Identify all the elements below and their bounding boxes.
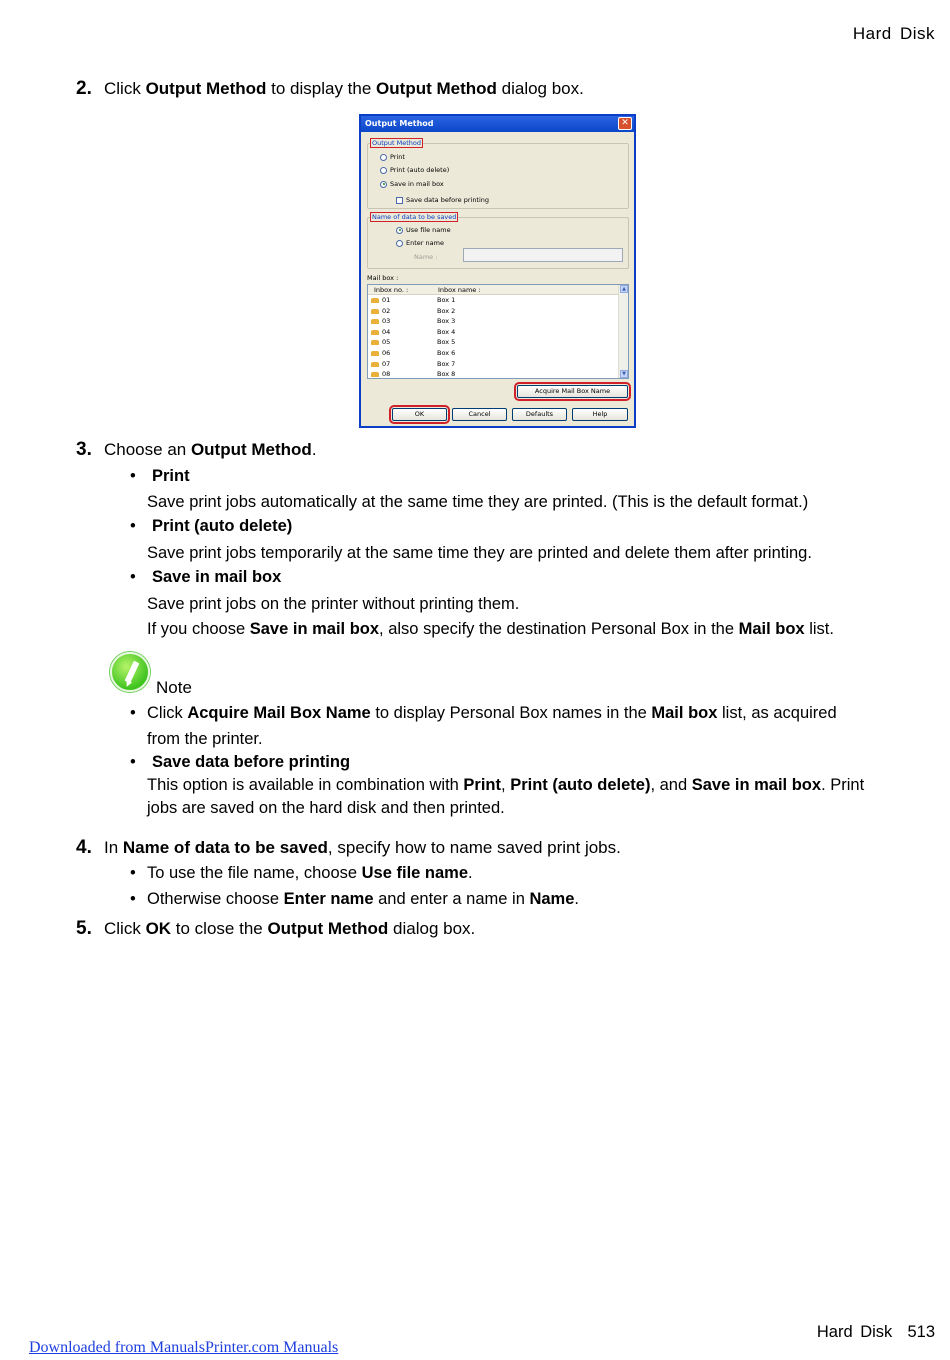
column-header-inbox-no[interactable]: Inbox no. : <box>374 286 409 294</box>
inbox-number: 08 <box>382 370 391 379</box>
bullet-icon: • <box>130 753 136 771</box>
item-description: Save print jobs on the printer without printing them. <box>147 595 520 613</box>
step-number: 4. <box>76 837 92 858</box>
checkbox-save-data-before-printing[interactable] <box>396 196 489 204</box>
mailbox-icon <box>371 309 379 314</box>
step-number: 2. <box>76 78 92 99</box>
note-label: Note <box>156 678 192 697</box>
table-row[interactable] <box>368 348 628 359</box>
radio-save-in-mail-box[interactable] <box>380 180 444 188</box>
radio-label: Save in mail box <box>390 180 444 188</box>
step-4 <box>76 837 621 859</box>
output-method-group-label: Output Method <box>372 139 422 147</box>
step-text: , specify how to name saved print jobs. <box>327 838 621 857</box>
step-text: dialog box. <box>388 919 476 938</box>
keyword: Save in mail box <box>691 776 822 794</box>
item-description: Save print jobs temporarily at the same time they are printed and delete them after printing. <box>147 544 812 562</box>
item-title: Save in mail box <box>152 568 282 586</box>
mailbox-icon <box>371 330 379 335</box>
acquire-mail-box-name-button[interactable]: Acquire Mail Box Name <box>517 385 628 398</box>
ok-button[interactable]: OK <box>392 408 447 421</box>
footer-section: Hard Disk <box>816 1323 893 1341</box>
text: , also specify the destination Personal Box in the <box>379 620 739 638</box>
radio-enter-name[interactable] <box>396 239 444 247</box>
name-of-data-group-label: Name of data to be saved <box>372 213 457 221</box>
radio-icon <box>380 167 387 174</box>
step-keyword: Output Method <box>376 79 497 98</box>
inbox-number: 05 <box>382 338 391 347</box>
radio-label: Print <box>390 153 405 161</box>
step-5 <box>76 918 475 940</box>
text: . <box>574 890 580 908</box>
keyword: Enter name <box>283 890 374 908</box>
text: list, as acquired <box>717 704 837 722</box>
text: to display Personal Box names in the <box>370 704 652 722</box>
page-footer <box>817 1323 935 1342</box>
table-row[interactable] <box>368 306 628 317</box>
list-rows <box>368 295 628 379</box>
table-row[interactable] <box>368 337 628 348</box>
step-keyword: OK <box>145 919 172 938</box>
step-text: Click <box>104 79 146 98</box>
text: , and <box>650 776 692 794</box>
step-number: 5. <box>76 918 92 939</box>
inbox-number: 07 <box>382 359 391 368</box>
inbox-number: 03 <box>382 317 391 326</box>
inbox-number: 01 <box>382 296 391 304</box>
list-item <box>130 890 579 909</box>
text: . <box>468 864 473 882</box>
mailbox-icon <box>371 298 379 303</box>
bullet-icon: • <box>130 568 136 586</box>
bullet-icon: • <box>130 467 136 485</box>
inbox-name: Box 5 <box>437 338 456 347</box>
text: Click <box>147 704 188 722</box>
step-number: 3. <box>76 439 92 460</box>
mailbox-icon <box>371 362 379 367</box>
radio-label: Enter name <box>406 239 444 247</box>
table-row[interactable] <box>368 359 628 370</box>
radio-selected-icon <box>396 227 403 234</box>
text: If you choose <box>147 620 250 638</box>
note-item <box>130 753 350 772</box>
step-keyword: Output Method <box>145 79 267 98</box>
scroll-up-icon[interactable]: ▲ <box>620 285 628 293</box>
download-source-link[interactable]: Downloaded from ManualsPrinter.com Manuals <box>29 1339 339 1356</box>
list-item <box>130 467 190 486</box>
mail-box-instruction <box>147 618 834 641</box>
keyword: Mail box <box>651 704 718 722</box>
dialog-titlebar <box>361 116 634 132</box>
text: This option is available in combination with <box>147 776 464 794</box>
name-field-label: Name : <box>414 253 438 261</box>
cancel-button[interactable]: Cancel <box>452 408 507 421</box>
inbox-number: 06 <box>382 348 391 357</box>
step-keyword: Output Method <box>267 919 389 938</box>
bullet-icon: • <box>130 704 136 722</box>
page-number: 513 <box>907 1323 935 1341</box>
note-item-continuation: from the printer. <box>147 730 263 748</box>
list-item <box>130 864 473 883</box>
scroll-down-icon[interactable]: ▼ <box>620 370 628 378</box>
radio-icon <box>396 240 403 247</box>
inbox-name: Box 1 <box>437 296 456 304</box>
list-item <box>130 568 281 587</box>
mailbox-icon <box>371 319 379 324</box>
keyword: Mail box <box>738 620 805 638</box>
checkbox-icon <box>396 197 403 204</box>
step-keyword: Output Method <box>190 440 312 459</box>
text: Otherwise choose <box>147 890 284 908</box>
bullet-icon: • <box>130 517 136 535</box>
mail-box-list[interactable] <box>367 284 629 379</box>
step-text: Click <box>104 919 146 938</box>
step-text: . <box>311 440 317 459</box>
inbox-number: 02 <box>382 306 391 315</box>
item-title: Print (auto delete) <box>152 517 293 535</box>
keyword: Save in mail box <box>249 620 380 638</box>
mailbox-icon <box>371 351 379 356</box>
inbox-name: Box 6 <box>437 348 456 357</box>
step-text: dialog box. <box>496 79 584 98</box>
mail-box-label: Mail box : <box>367 274 399 282</box>
radio-use-file-name[interactable] <box>396 226 451 234</box>
text: . Print <box>821 776 865 794</box>
step-keyword: Name of data to be saved <box>122 838 328 857</box>
radio-print[interactable] <box>380 153 405 161</box>
defaults-button[interactable]: Defaults <box>512 408 567 421</box>
dialog-title: Output Method <box>365 119 434 128</box>
text: To use the file name, choose <box>147 864 362 882</box>
inbox-name: Box 3 <box>437 317 456 326</box>
table-row[interactable] <box>368 295 628 306</box>
help-button[interactable]: Help <box>572 408 628 421</box>
note-item-description <box>147 774 907 797</box>
inbox-name: Box 2 <box>437 306 456 315</box>
item-title: Print <box>152 467 190 485</box>
radio-selected-icon <box>380 181 387 188</box>
step-text: In <box>104 838 123 857</box>
output-method-dialog <box>359 114 636 428</box>
keyword: Use file name <box>361 864 469 882</box>
keyword: Acquire Mail Box Name <box>187 704 371 722</box>
table-row[interactable] <box>368 369 628 379</box>
page-header-title: Hard Disk <box>852 24 935 43</box>
close-icon[interactable]: ✕ <box>618 117 632 130</box>
note-item <box>130 704 837 723</box>
list-header <box>368 285 628 295</box>
name-input[interactable] <box>463 248 623 262</box>
note-item-continuation: jobs are saved on the hard disk and then printed. <box>147 799 505 817</box>
note-pencil-icon <box>110 652 150 692</box>
keyword: Name <box>529 890 575 908</box>
table-row[interactable] <box>368 327 628 338</box>
item-description: Save print jobs automatically at the same time they are printed. (This is the default format.) <box>147 493 809 511</box>
bullet-icon: • <box>130 890 136 908</box>
mailbox-icon <box>371 340 379 345</box>
mailbox-icon <box>371 372 379 377</box>
text: and enter a name in <box>373 890 530 908</box>
scrollbar[interactable] <box>618 285 628 378</box>
list-item <box>130 517 292 536</box>
column-header-inbox-name[interactable]: Inbox name : <box>438 286 481 294</box>
inbox-name: Box 8 <box>437 370 456 379</box>
step-3 <box>76 439 317 461</box>
checkbox-label: Save data before printing <box>406 196 490 204</box>
item-title: Save data before printing <box>152 753 351 771</box>
inbox-name: Box 7 <box>437 359 456 368</box>
step-text: to close the <box>171 919 268 938</box>
bullet-icon: • <box>130 864 136 882</box>
inbox-number: 04 <box>382 327 391 336</box>
radio-print-auto-delete[interactable] <box>380 166 449 174</box>
radio-label: Print (auto delete) <box>390 166 450 174</box>
keyword: Print <box>463 776 502 794</box>
step-2 <box>76 78 584 100</box>
inbox-name: Box 4 <box>437 327 456 336</box>
step-text: to display the <box>266 79 377 98</box>
radio-icon <box>380 154 387 161</box>
text: list. <box>804 620 834 638</box>
keyword: Print (auto delete) <box>510 776 651 794</box>
step-text: Choose an <box>104 440 191 459</box>
radio-label: Use file name <box>406 226 451 234</box>
text: , <box>501 776 511 794</box>
table-row[interactable] <box>368 316 628 327</box>
